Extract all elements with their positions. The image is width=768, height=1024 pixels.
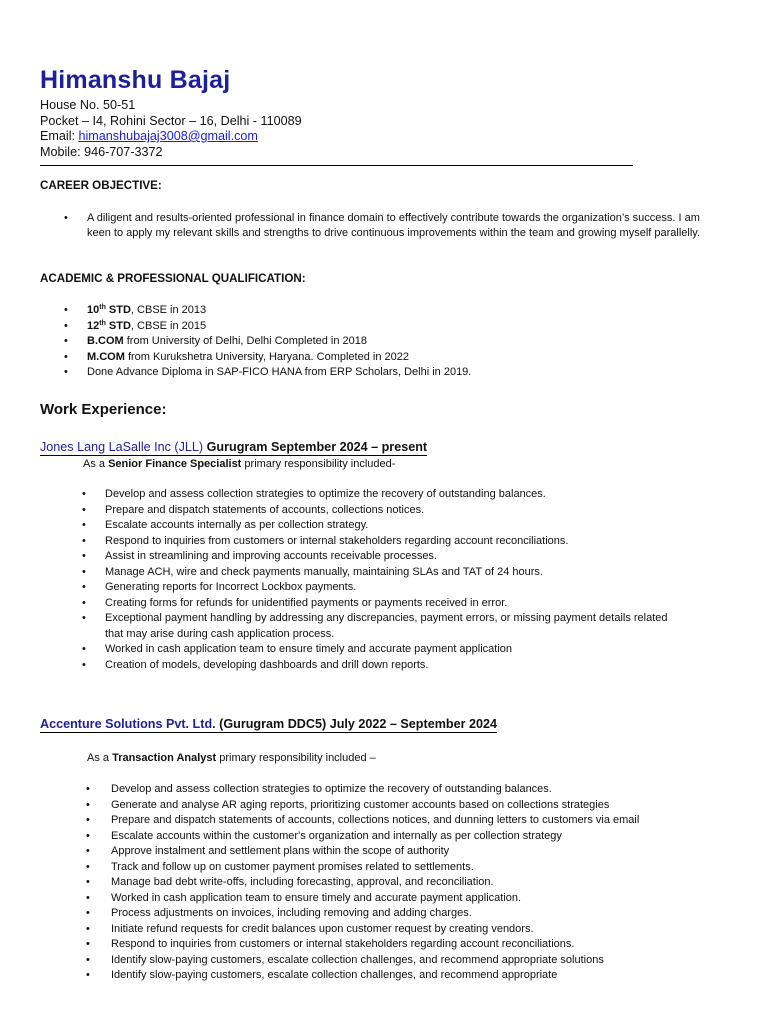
role-line-accenture (87, 752, 376, 764)
role-suffix: primary responsibility included- (241, 458, 396, 470)
responsibility-item: • Assist in streamlining and improving accounts receivable processes. (105, 549, 680, 565)
qualification-detail: , CBSE in 2015 (130, 319, 207, 332)
role-prefix: As a (87, 752, 113, 764)
qualification-degree (87, 351, 125, 363)
job-heading-jll (40, 440, 427, 456)
qualification-degree (87, 335, 124, 347)
address-line-2: Pocket – I4, Rohini Sector – 16, Delhi - 110089 (40, 113, 302, 128)
role-suffix: primary responsibility included – (216, 752, 376, 764)
job-details-accenture: (Gurugram DDC5) July 2022 – September 2024 (215, 717, 498, 731)
responsibility-item: • Exceptional payment handling by addressing any discrepancies, payment errors, or missing payment details related that may arise during cash application process. (105, 611, 680, 642)
company-jll: Jones Lang LaSalle Inc (JLL) (40, 440, 204, 454)
qualification-item (87, 334, 647, 350)
company-accenture: Accenture Solutions Pvt. Ltd. (40, 717, 216, 731)
responsibility-item: • Develop and assess collection strategies to optimize the recovery of outstanding balances. (111, 782, 696, 798)
qualification-detail: Done Advance Diploma in SAP-FICO HANA from ERP Scholars, Delhi in 2019. (87, 366, 472, 379)
career-objective-text: • A diligent and results-oriented professional in finance domain to effectively contribute towards the organization’s success. I am keen to apply my relevant skills and strengths to drive continuous improvements within the team and growing myself parallelly. (87, 211, 707, 241)
contact-block (40, 98, 302, 160)
responsibility-item: • Creation of models, developing dashboards and drill down reports. (105, 658, 680, 674)
role-title-jll: Senior Finance Specialist (108, 458, 242, 470)
responsibility-item: • Process adjustments on invoices, including removing and adding charges. (111, 906, 696, 922)
qualification-detail: from University of Delhi, Delhi Completed in 2018 (123, 335, 367, 348)
responsibility-item: • Creating forms for refunds for unidentified payments or payments received in error. (105, 596, 680, 612)
responsibility-item: • Track and follow up on customer payment promises related to settlements. (111, 860, 696, 876)
responsibility-item: • Develop and assess collection strategies to optimize the recovery of outstanding balances. (105, 487, 680, 503)
qualification-detail: from Kurukshetra University, Haryana. Completed in 2022 (124, 350, 409, 363)
candidate-name: Himanshu Bajaj (40, 66, 231, 94)
responsibility-item: • Respond to inquiries from customers or internal stakeholders regarding account reconciliations. (105, 534, 680, 550)
qualification-degree (87, 304, 131, 316)
responsibility-item: • Escalate accounts within the customer's organization and internally as per collection strategy (111, 829, 696, 845)
qualification-item (87, 303, 647, 319)
responsibility-item: • Identify slow-paying customers, escalate collection challenges, and recommend appropriate (111, 968, 696, 984)
responsibility-item: • Respond to inquiries from customers or internal stakeholders regarding account reconciliations. (111, 937, 696, 953)
qualification-ordinal: th (99, 319, 106, 327)
email-line (40, 129, 302, 145)
jll-responsibilities (105, 487, 680, 673)
qualification-degree-name: M.COM (87, 350, 125, 363)
qualification-item (87, 350, 647, 366)
responsibility-item: • Approve instalment and settlement plans within the scope of authority (111, 844, 696, 860)
qualification-item (87, 365, 647, 381)
responsibility-item: • Generate and analyse AR aging reports, prioritizing customer accounts based on collections strategies (111, 798, 696, 814)
qualification-item (87, 319, 647, 335)
accenture-responsibilities (111, 782, 696, 984)
qualification-title: ACADEMIC & PROFESSIONAL QUALIFICATION: (40, 272, 306, 285)
responsibility-item: • Escalate accounts internally as per collection strategy. (105, 518, 680, 534)
responsibility-item: • Manage ACH, wire and check payments manually, maintaining SLAs and TAT of 24 hours. (105, 565, 680, 581)
work-experience-title: Work Experience: (40, 401, 167, 418)
mobile-line: Mobile: 946-707-3372 (40, 144, 163, 159)
address-line-1: House No. 50-51 (40, 98, 136, 112)
job-heading-accenture (40, 717, 497, 733)
responsibility-item: • Prepare and dispatch statements of accounts, collections notices. (105, 503, 680, 519)
responsibility-item: • Worked in cash application team to ensure timely and accurate payment application (105, 642, 680, 658)
role-title-accenture: Transaction Analyst (112, 752, 217, 764)
role-line-jll (83, 458, 395, 470)
responsibility-item: • Prepare and dispatch statements of accounts, collections notices, and dunning letters to customers via email (111, 813, 696, 829)
responsibility-item: • Identify slow-paying customers, escalate collection challenges, and recommend appropriate solutions (111, 953, 696, 969)
qualification-number: 12 (87, 319, 100, 332)
responsibility-item: • Worked in cash application team to ensure timely and accurate payment application. (111, 891, 696, 907)
qualification-number: 10 (87, 304, 100, 316)
qualification-list (87, 303, 647, 381)
header-divider (40, 165, 633, 166)
email-label: Email: (40, 129, 79, 143)
qualification-degree (87, 320, 131, 332)
qualification-degree-name: B.COM (87, 335, 124, 348)
qualification-detail: , CBSE in 2013 (130, 304, 207, 316)
email-link[interactable]: himanshubajaj3008@gmail.com (78, 129, 258, 143)
qualification-degree-name: STD (105, 304, 131, 316)
responsibility-item: • Manage bad debt write-offs, including forecasting, approval, and reconciliation. (111, 875, 696, 891)
role-prefix: As a (83, 458, 109, 470)
responsibility-item: • Initiate refund requests for credit balances upon customer request by creating vendors. (111, 922, 696, 938)
job-details-jll: Gurugram September 2024 – present (203, 440, 428, 454)
career-objective-list (87, 211, 707, 241)
career-objective-title: CAREER OBJECTIVE: (40, 179, 162, 192)
qualification-ordinal: th (99, 304, 106, 311)
qualification-degree-name: STD (105, 319, 131, 332)
responsibility-item: • Generating reports for Incorrect Lockbox payments. (105, 580, 680, 596)
